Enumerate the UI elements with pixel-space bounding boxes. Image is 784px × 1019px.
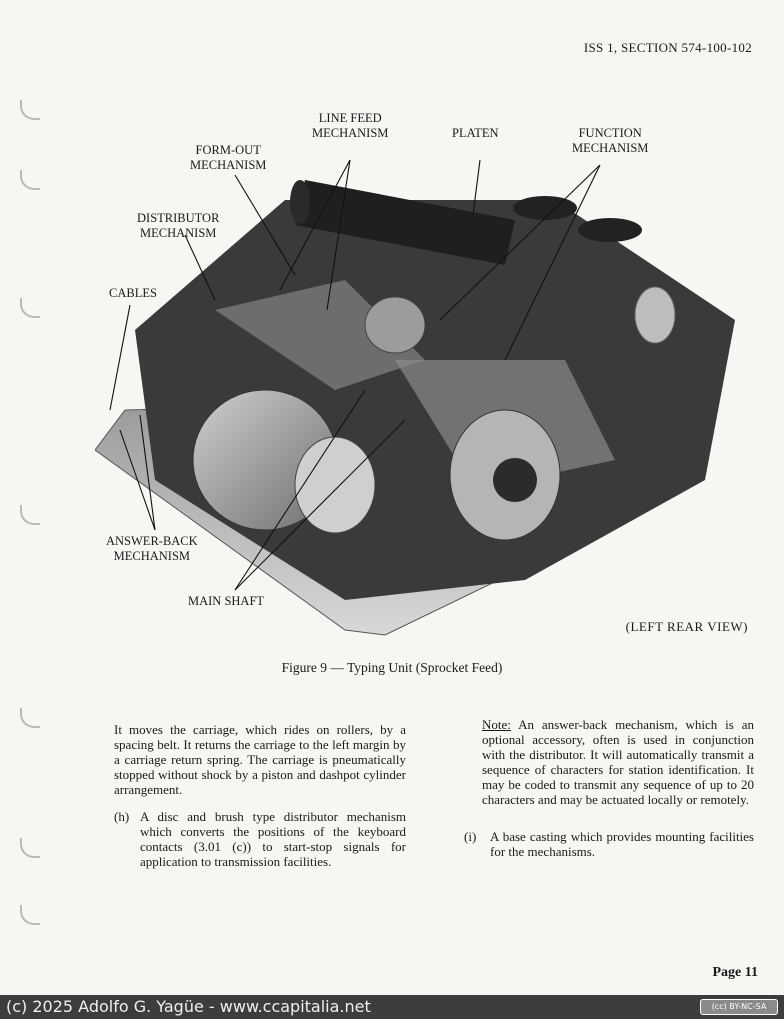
label-main-shaft: MAIN SHAFT: [188, 594, 265, 608]
item-text: A disc and brush type distributor mechanism which converts the positions of the keyboard contacts (3.01 (c)) to start-stop signals for application to transmission facilities.: [140, 809, 406, 869]
punch-hole: [20, 170, 40, 190]
label-distributor-mechanism: DISTRIBUTOR MECHANISM: [137, 211, 220, 240]
item-text: A base casting which provides mounting facilities for the mechanisms.: [490, 829, 754, 859]
ribbon-spool: [513, 196, 577, 220]
punch-hole: [20, 708, 40, 728]
note-paragraph: [464, 717, 754, 807]
platen-knob: [635, 287, 675, 343]
page-number: Page 11: [712, 965, 758, 980]
ribbon-spool: [578, 218, 642, 242]
label-answer-back-mechanism: ANSWER-BACK MECHANISM: [106, 534, 198, 563]
punch-hole: [20, 838, 40, 858]
license-badge: (cc) BY-NC-SA: [700, 999, 778, 1015]
list-item-i: [464, 829, 754, 859]
punch-hole: [20, 100, 40, 120]
punch-hole: [20, 505, 40, 525]
item-marker: (i): [464, 829, 477, 844]
note-text: An answer-back mechanism, which is an optional accessory, often is used in conjunction with the distributor. It will automatically transmit a sequence of characters for station identification. It may be coded to transmit any sequence of up to 20 characters and may be actuated locally or remotely.: [482, 717, 754, 807]
label-function-mechanism: FUNCTION MECHANISM: [572, 126, 649, 155]
punch-hole: [20, 298, 40, 318]
footer-bar: [0, 995, 784, 1019]
view-label: (LEFT REAR VIEW): [625, 619, 748, 634]
list-item-h: [114, 809, 406, 869]
paragraph-carriage: It moves the carriage, which rides on rollers, by a spacing belt. It returns the carriage to the left margin by a carriage return spring. The carriage is pneumatically stopped without shock by a piston and dashpot cylinder arrangement.: [114, 722, 406, 797]
section-header: ISS 1, SECTION 574-100-102: [583, 40, 752, 55]
label-line-feed-mechanism: LINE FEED MECHANISM: [312, 111, 389, 140]
label-form-out-mechanism: FORM-OUT MECHANISM: [190, 143, 267, 172]
label-platen: PLATEN: [452, 126, 499, 140]
label-cables: CABLES: [109, 286, 157, 300]
punch-hole: [20, 905, 40, 925]
footer-credit: (c) 2025 Adolfo G. Yagüe - www.ccapitalia.net: [6, 997, 371, 1016]
figure-caption: Figure 9 — Typing Unit (Sprocket Feed): [281, 660, 503, 675]
item-marker: (h): [114, 809, 130, 824]
left-column: [114, 722, 406, 869]
right-column: [464, 717, 754, 859]
note-label: Note:: [482, 717, 511, 732]
